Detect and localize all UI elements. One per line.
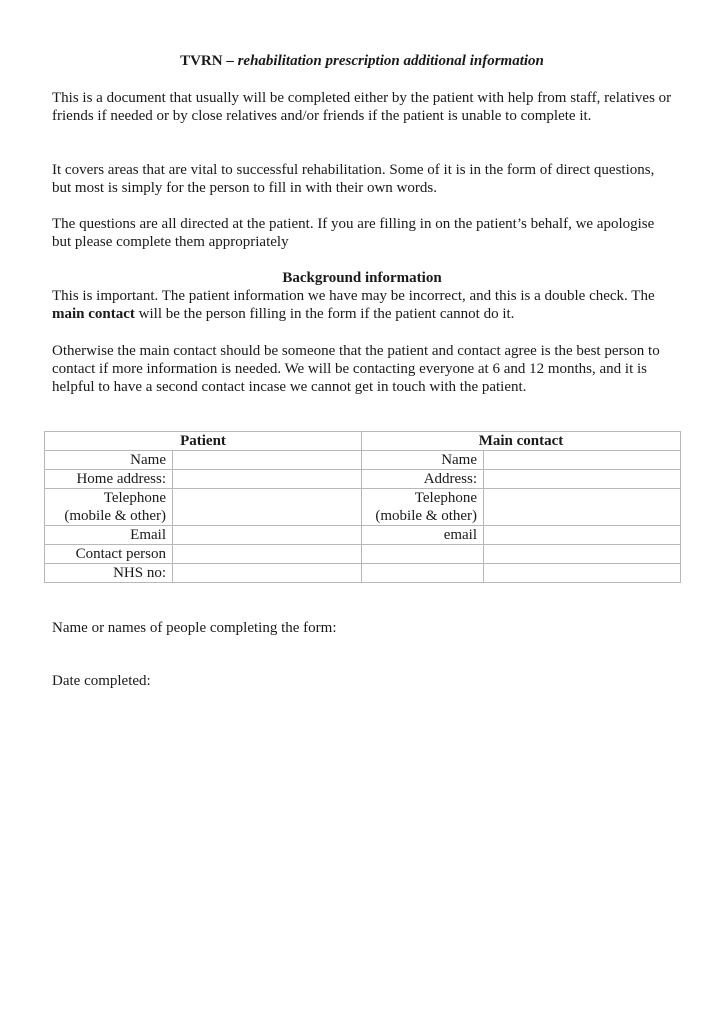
- patient-name-field[interactable]: [173, 451, 362, 470]
- table-row: [45, 489, 681, 526]
- intro-paragraph-2: It covers areas that are vital to successful rehabilitation. Some of it is in the form of direct questions, but most is simply for the person to fill in with their own words.: [52, 162, 655, 196]
- patient-nhs-number-field[interactable]: [173, 564, 362, 583]
- patient-telephone-label-line1: Telephone: [103, 490, 166, 506]
- contact-address-label: Address:: [362, 470, 484, 489]
- date-completed-label: Date completed:: [52, 673, 151, 689]
- patient-name-label: Name: [45, 451, 173, 470]
- contact-address-field[interactable]: [484, 470, 681, 489]
- patient-address-label: Home address:: [45, 470, 173, 489]
- patient-contact-person-field[interactable]: [173, 545, 362, 564]
- patient-contact-person-label: Contact person: [45, 545, 173, 564]
- patient-nhs-number-label: NHS no:: [45, 564, 173, 583]
- table-row: [45, 545, 681, 564]
- table-header-row: [45, 432, 681, 451]
- document-title: [0, 52, 724, 70]
- table-row: [45, 526, 681, 545]
- patient-telephone-label: [45, 489, 173, 526]
- intro-paragraph-3: The questions are all directed at the patient. If you are filling in on the patient’s behalf, we apologise but please complete them appropriately: [52, 216, 655, 250]
- contact-telephone-field[interactable]: [484, 489, 681, 526]
- patient-telephone-field[interactable]: [173, 489, 362, 526]
- completed-by-label: Name or names of people completing the form:: [52, 620, 337, 636]
- title-prefix: TVRN –: [180, 53, 238, 69]
- contact-name-field[interactable]: [484, 451, 681, 470]
- contact-telephone-label-line2: (mobile & other): [375, 508, 478, 524]
- background-paragraph-1: [52, 287, 672, 323]
- title-subtitle: rehabilitation prescription additional information: [237, 53, 544, 69]
- contact-email-field[interactable]: [484, 526, 681, 545]
- contact-email-label: email: [362, 526, 484, 545]
- contact-telephone-label: [362, 489, 484, 526]
- empty-cell: [484, 545, 681, 564]
- main-contact-emphasis: main contact: [52, 306, 135, 322]
- patient-telephone-label-line2: (mobile & other): [64, 508, 166, 524]
- table-row: [45, 564, 681, 583]
- contact-telephone-label-line1: Telephone: [414, 490, 478, 506]
- patient-address-field[interactable]: [173, 470, 362, 489]
- background-p1-start: This is important. The patient information we have may be incorrect, and this is a double check. The: [52, 288, 655, 304]
- contact-details-table: [44, 431, 681, 583]
- main-contact-column-header: Main contact: [362, 432, 681, 451]
- empty-cell: [362, 545, 484, 564]
- empty-cell: [484, 564, 681, 583]
- contact-name-label: Name: [362, 451, 484, 470]
- background-p1-end: will be the person filling in the form if the patient cannot do it.: [134, 306, 515, 322]
- intro-paragraph-1: This is a document that usually will be completed either by the patient with help from staff, relatives or friends if needed or by close relatives and/or friends if the patient is unable to complete it.: [52, 90, 672, 124]
- empty-cell: [362, 564, 484, 583]
- patient-email-label: Email: [45, 526, 173, 545]
- background-paragraph-2: Otherwise the main contact should be someone that the patient and contact agree is the best person to contact if more information is needed. We will be contacting everyone at 6 and 12 months, and it is helpful to have a second contact incase we cannot get in touch with the patient.: [52, 343, 660, 395]
- patient-email-field[interactable]: [173, 526, 362, 545]
- table-row: [45, 451, 681, 470]
- patient-column-header: Patient: [45, 432, 362, 451]
- background-heading: Background information: [282, 270, 442, 286]
- table-row: [45, 470, 681, 489]
